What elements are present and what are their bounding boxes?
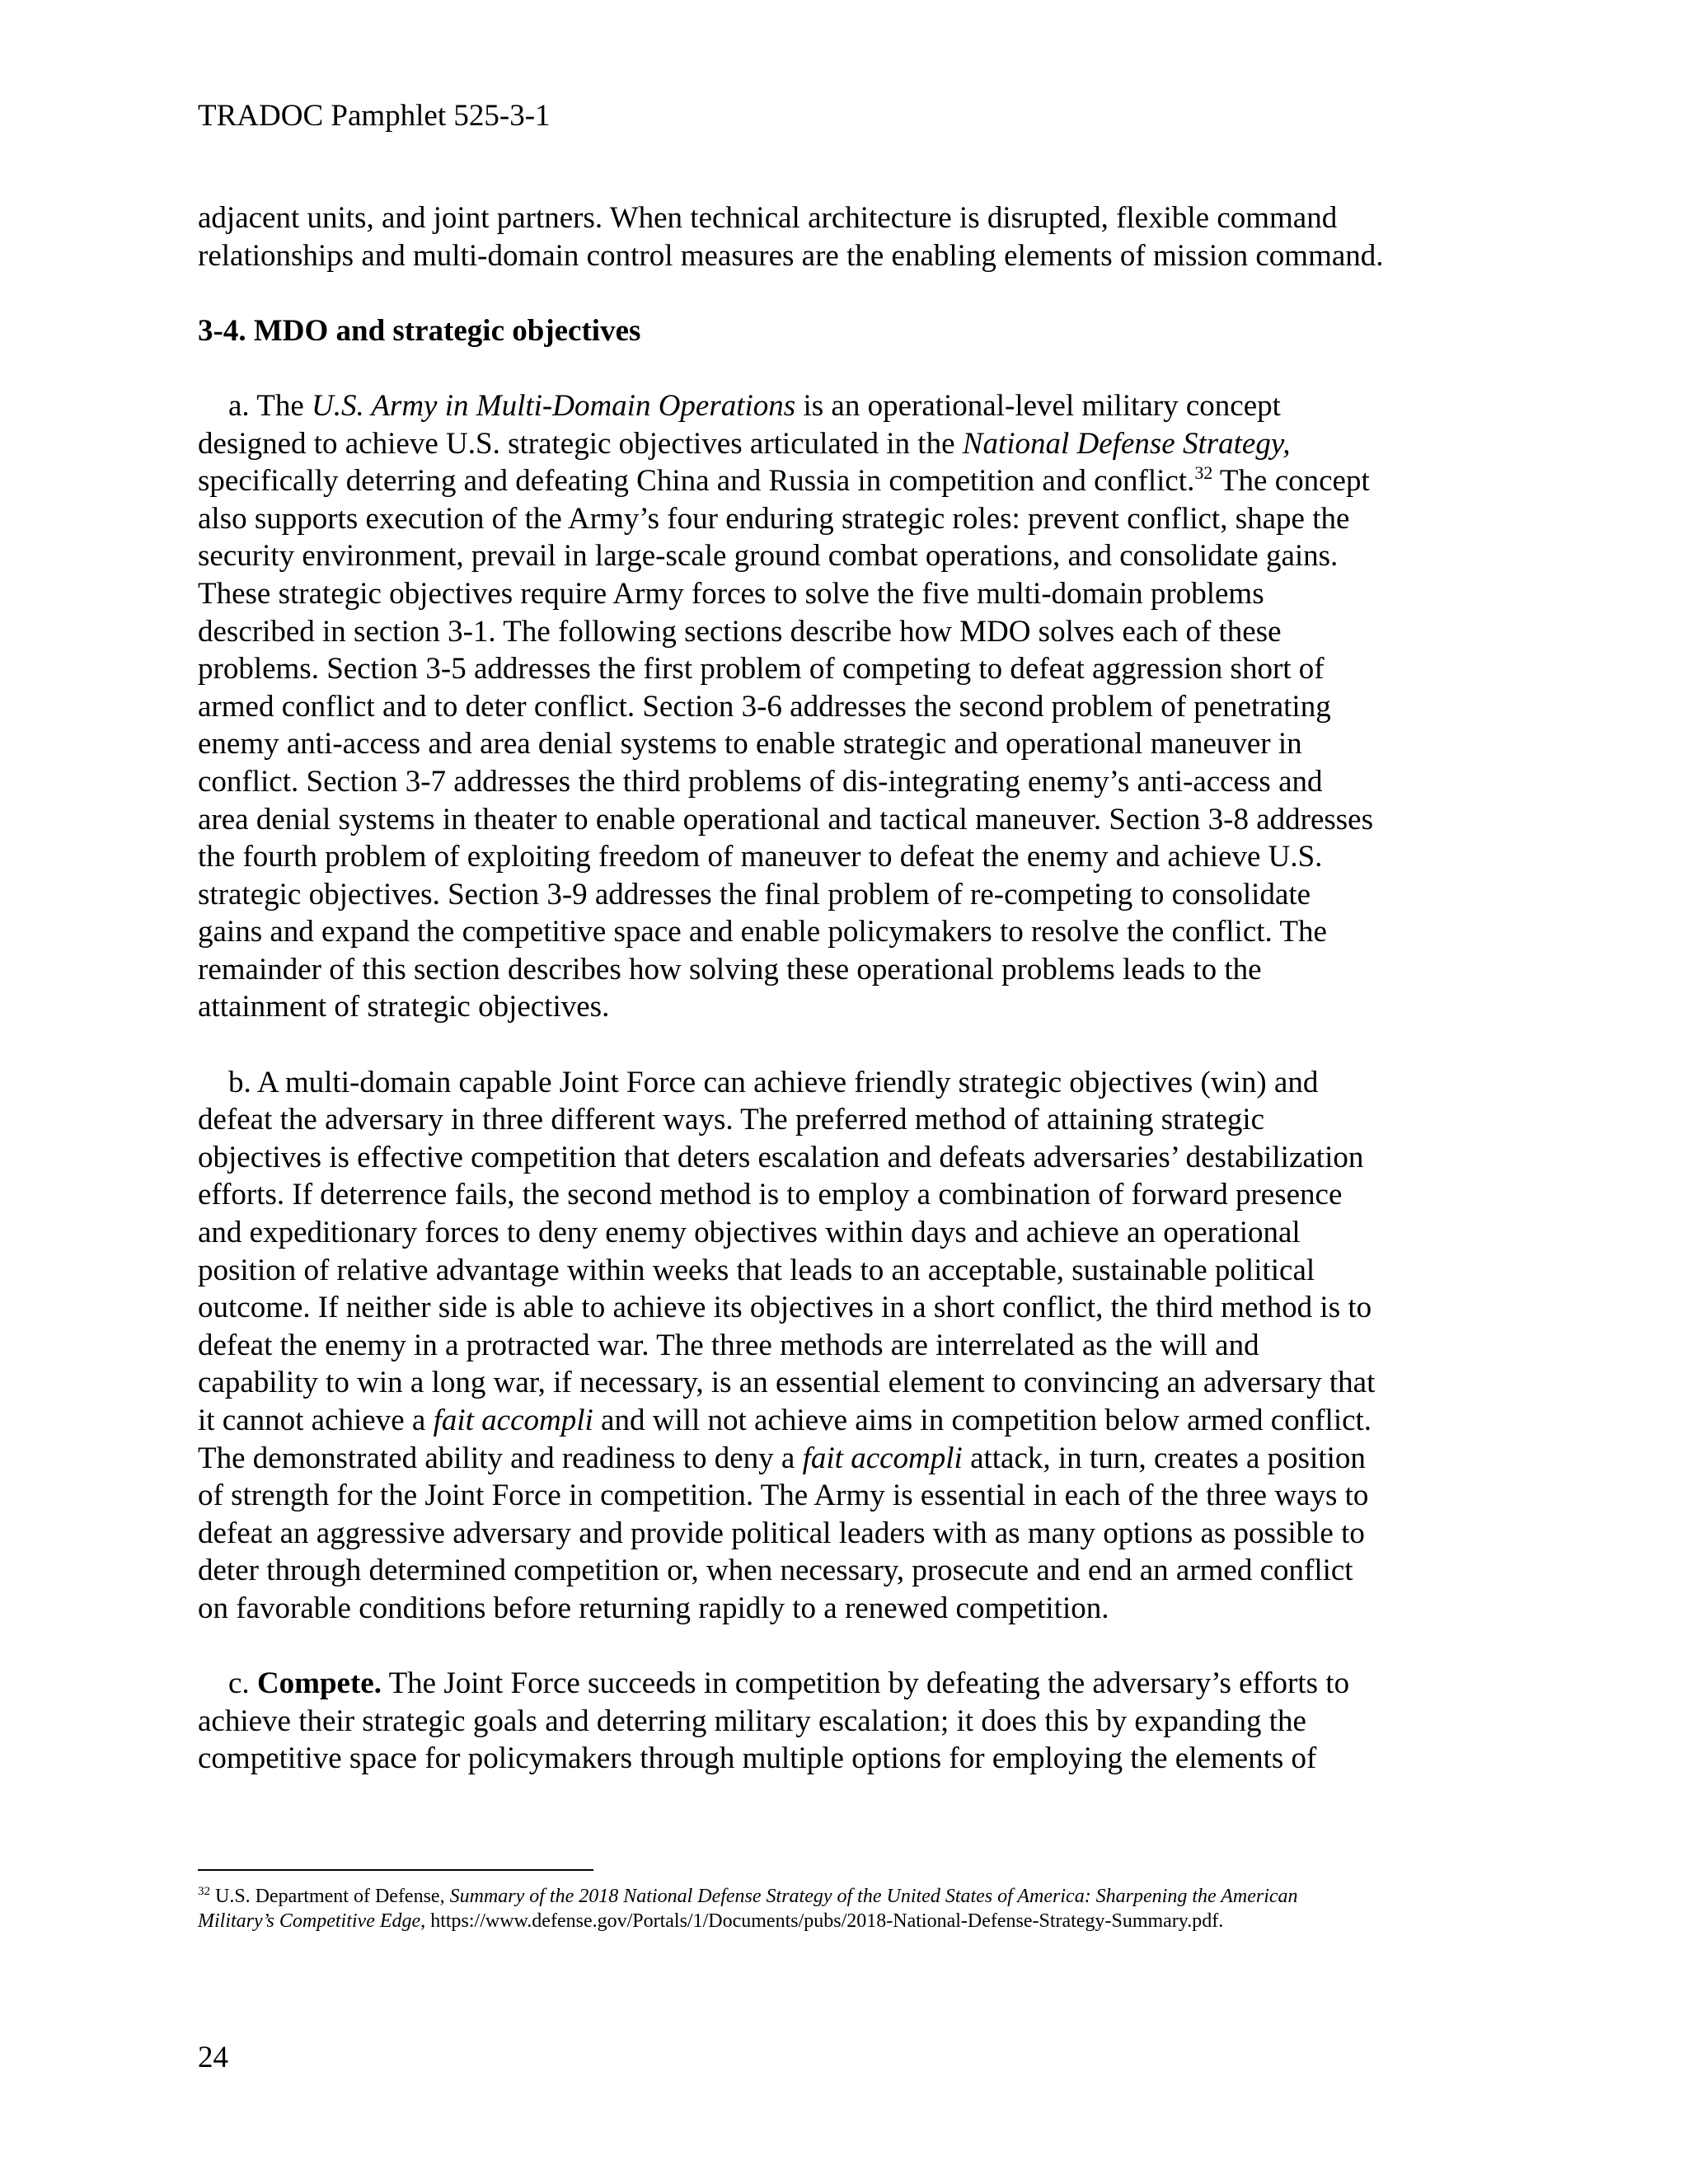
text-line: relationships and multi-domain control measures are the enabling elements of mission command. (198, 238, 1384, 273)
text-line: defeat an aggressive adversary and provide political leaders with as many options as possible to (198, 1516, 1365, 1550)
text-line (198, 1665, 1500, 1703)
text-run: and will not achieve aims in competition below armed conflict. (593, 1404, 1372, 1437)
text-run: The Joint Force succeeds in competition by defeating the adversary’s efforts to (381, 1666, 1350, 1701)
text-run: b. A multi-domain capable Joint Force can achieve friendly strategic objectives (win) and (228, 1065, 1319, 1099)
text-line: defeat the enemy in a protracted war. The three methods are interrelated as the will and (198, 1328, 1259, 1362)
intro-paragraph (198, 199, 1500, 274)
footnote-url[interactable]: https://www.defense.gov/Portals/1/Documents/pubs/2018-National-Defense-Strategy-Summary.pdf. (425, 1910, 1224, 1932)
publication-title: National Defense Strategy, (962, 426, 1291, 461)
publication-title: Military’s Competitive Edge, (198, 1910, 426, 1932)
footnote-separator (198, 1869, 593, 1871)
text-line: gains and expand the competitive space and enable policymakers to resolve the conflict. The (198, 915, 1327, 949)
text-run: a. The (228, 388, 312, 423)
text-run: , (1043, 1441, 1051, 1475)
italic-term: fait accompli (802, 1441, 963, 1475)
text-line (198, 462, 1500, 500)
text-run: attack (962, 1441, 1043, 1475)
page-number: 24 (198, 2041, 228, 2074)
text-line (198, 1440, 1500, 1478)
text-run: in turn, creates a position (1050, 1441, 1366, 1475)
text-line: These strategic objectives require Army forces to solve the five multi-domain problems (198, 576, 1264, 611)
text-line: adjacent units, and joint partners. When technical architecture is disrupted, flexible command (198, 201, 1338, 235)
text-line (198, 1909, 1500, 1933)
text-line: the fourth problem of exploiting freedom of maneuver to defeat the enemy and achieve U.S. (198, 840, 1323, 874)
paragraph-b (198, 1064, 1500, 1628)
text-line: armed conflict and to deter conflict. Section 3-6 addresses the second problem of penetrating (198, 689, 1331, 724)
text-line: efforts. If deterrence fails, the second method is to employ a combination of forward presence (198, 1178, 1343, 1212)
footnote-reference[interactable]: 32 (1194, 462, 1213, 484)
text-line: conflict. Section 3-7 addresses the third problems of dis-integrating enemy’s anti-access and (198, 764, 1323, 799)
text-line (198, 425, 1500, 463)
paragraph-a (198, 387, 1500, 1026)
text-run: is an operational-level military concept (795, 388, 1281, 423)
italic-term: fait accompli (433, 1404, 593, 1437)
section-heading: 3-4. MDO and strategic objectives (198, 313, 641, 348)
text-run: U.S. Department of Defense, (210, 1886, 450, 1907)
publication-title: U.S. Army in Multi-Domain Operations (312, 388, 796, 423)
text-line: capability to win a long war, if necessary, is an essential element to convincing an adversary that (198, 1366, 1376, 1400)
publication-title: Summary of the 2018 National Defense Strategy of the United States of America: Sharpening the American (449, 1886, 1298, 1907)
text-line: area denial systems in theater to enable operational and tactical maneuver. Section 3-8 addresses (198, 802, 1373, 837)
text-line: attainment of strategic objectives. (198, 990, 610, 1024)
text-line (198, 387, 1500, 425)
text-line: enemy anti-access and area denial systems to enable strategic and operational maneuver in (198, 727, 1302, 762)
footnote-number: 32 (198, 1885, 210, 1898)
text-run: The concept (1212, 464, 1370, 499)
text-run: it cannot achieve a (198, 1404, 434, 1437)
run-in-heading: Compete. (256, 1666, 382, 1701)
text-line: described in section 3-1. The following sections describe how MDO solves each of these (198, 614, 1282, 649)
text-line: and expeditionary forces to deny enemy objectives within days and achieve an operational (198, 1216, 1301, 1250)
text-run: designed to achieve U.S. strategic objectives articulated in the (198, 426, 963, 461)
text-line: security environment, prevail in large-scale ground combat operations, and consolidate gains. (198, 539, 1339, 574)
text-line: objectives is effective competition that deters escalation and defeats adversaries’ destabilization (198, 1140, 1364, 1174)
text-line: of strength for the Joint Force in competition. The Army is essential in each of the three ways to (198, 1479, 1369, 1513)
text-line: position of relative advantage within weeks that leads to an acceptable, sustainable political (198, 1253, 1315, 1287)
text-run: c. (228, 1666, 257, 1701)
text-line (198, 1402, 1500, 1440)
text-line (198, 1884, 1500, 1909)
text-line: also supports execution of the Army’s four enduring strategic roles: prevent conflict, shape the (198, 501, 1350, 536)
text-line: achieve their strategic goals and deterring military escalation; it does this by expanding the (198, 1704, 1306, 1738)
text-line: remainder of this section describes how solving these operational problems leads to the (198, 952, 1262, 987)
text-line: strategic objectives. Section 3-9 addresses the final problem of re-competing to consolidate (198, 877, 1311, 912)
text-line: competitive space for policymakers through multiple options for employing the elements of (198, 1741, 1317, 1776)
text-run: The demonstrated ability and readiness to deny a (198, 1441, 803, 1475)
paragraph-c (198, 1665, 1500, 1778)
text-line: problems. Section 3-5 addresses the first problem of competing to defeat aggression short of (198, 652, 1325, 687)
text-line: on favorable conditions before returning rapidly to a renewed competition. (198, 1591, 1109, 1625)
footnote (198, 1884, 1500, 1933)
text-line: outcome. If neither side is able to achieve its objectives in a short conflict, the third method is to (198, 1291, 1372, 1325)
text-line: deter through determined competition or, when necessary, prosecute and end an armed conflict (198, 1554, 1353, 1588)
body-text (198, 199, 1500, 1778)
text-run: specifically deterring and defeating China and Russia in competition and conflict. (198, 464, 1195, 499)
text-line: defeat the adversary in three different ways. The preferred method of attaining strategic (198, 1103, 1265, 1137)
text-line (198, 1064, 1500, 1102)
running-header: TRADOC Pamphlet 525-3-1 (198, 99, 551, 133)
